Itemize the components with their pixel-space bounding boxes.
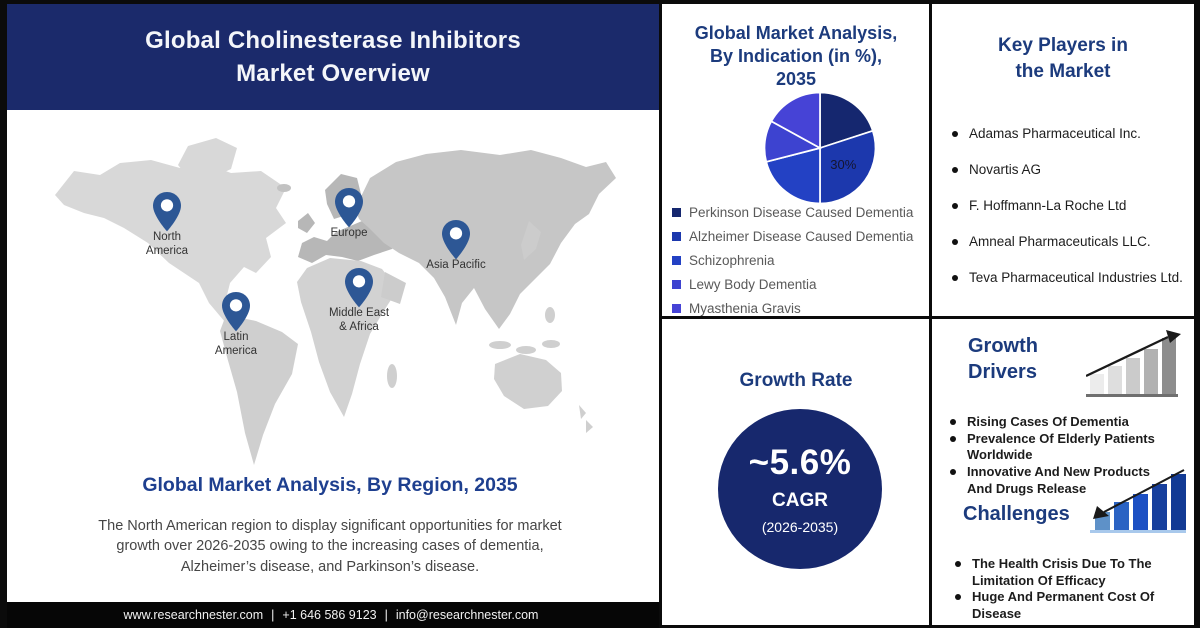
map-label-latin-america: Latin America	[214, 331, 258, 357]
map-label-asia-pacific: Asia Pacific	[426, 259, 486, 271]
cagr-metric: CAGR	[772, 490, 828, 511]
map-pin-asia-pacific	[426, 218, 486, 273]
footer-phone: +1 646 586 9123	[282, 608, 377, 622]
map-pin-middle-east-africa	[328, 266, 390, 334]
legend-swatch-icon	[672, 280, 681, 289]
growth-bars-icon	[1086, 330, 1182, 400]
key-player-item: Teva Pharmaceutical Industries Ltd.	[952, 270, 1187, 287]
location-pin-icon	[343, 266, 375, 310]
location-pin-icon	[333, 186, 365, 230]
legend-swatch-icon	[672, 208, 681, 217]
main-title-banner	[7, 4, 659, 110]
footer-separator: |	[384, 608, 388, 622]
growth-drivers-title: Growth Drivers	[968, 335, 1038, 384]
bullet-icon	[950, 436, 956, 442]
map-label-middle-east-africa: Middle East & Africa	[328, 307, 390, 333]
legend-swatch-icon	[672, 304, 681, 313]
cagr-period: (2026-2035)	[761, 519, 839, 535]
driver-item: Innovative And New Products And Drugs Release	[950, 464, 1172, 497]
footer-email: info@researchnester.com	[395, 608, 539, 622]
bullet-icon	[955, 594, 961, 600]
map-pin-latin-america	[214, 290, 258, 358]
main-title-line2: Market Overview	[236, 60, 430, 87]
bullet-icon	[952, 167, 958, 173]
key-player-item: Adamas Pharmaceutical Inc.	[952, 126, 1187, 143]
driver-item: Prevalence Of Elderly Patients Worldwide	[950, 431, 1172, 464]
map-label-north-america: North America	[145, 231, 189, 257]
legend-item: Myasthenia Gravis	[672, 296, 928, 320]
cagr-value: ~5.6%	[748, 443, 852, 482]
legend-item: Perkinson Disease Caused Dementia	[672, 200, 928, 224]
pie-data-label: 30%	[830, 157, 857, 172]
bullet-icon	[950, 469, 956, 475]
main-title-line1: Global Cholinesterase Inhibitors	[145, 26, 521, 54]
key-players-list	[952, 126, 1187, 305]
column-divider-2	[929, 0, 932, 628]
footer-website: www.researchnester.com	[123, 608, 264, 622]
region-analysis-paragraph: The North American region to display significant opportunities for market growth over 2026-2035 owing to the increasing cases of dementia, Alzheimer’s disease, and Parkinson’s disease.	[98, 518, 562, 575]
legend-swatch-icon	[672, 256, 681, 265]
right-border	[1194, 0, 1200, 628]
key-player-item: Amneal Pharmaceuticals LLC.	[952, 234, 1187, 251]
top-border	[0, 0, 1200, 4]
map-pin-north-america	[145, 190, 189, 258]
key-player-item: Novartis AG	[952, 162, 1187, 179]
footer-separator: |	[271, 608, 275, 622]
row-divider	[659, 316, 1200, 319]
left-border	[0, 0, 7, 628]
legend-swatch-icon	[672, 232, 681, 241]
challenges-bars-icon	[1088, 468, 1188, 536]
pie-legend	[672, 200, 928, 320]
bullet-icon	[950, 419, 956, 425]
challenges-list	[955, 556, 1177, 623]
legend-item: Schizophrenia	[672, 248, 928, 272]
bullet-icon	[952, 239, 958, 245]
key-players-title: Key Players in the Market	[998, 35, 1128, 82]
growth-rate-title: Growth Rate	[739, 370, 853, 391]
bullet-icon	[952, 131, 958, 137]
challenge-item: The Health Crisis Due To The Limitation Of Efficacy	[955, 556, 1177, 589]
bullet-icon	[955, 561, 961, 567]
legend-item: Lewy Body Dementia	[672, 272, 928, 296]
indication-panel-title: Global Market Analysis, By Indication (in %), 2035	[694, 23, 898, 90]
location-pin-icon	[440, 218, 472, 262]
bullet-icon	[952, 203, 958, 209]
location-pin-icon	[151, 190, 183, 234]
map-pin-europe	[330, 186, 368, 241]
cagr-badge	[718, 409, 882, 569]
driver-item: Rising Cases Of Dementia	[950, 414, 1172, 431]
map-label-europe: Europe	[330, 227, 368, 239]
legend-item: Alzheimer Disease Caused Dementia	[672, 224, 928, 248]
challenges-title: Challenges	[963, 503, 1070, 525]
key-player-item: F. Hoffmann-La Roche Ltd	[952, 198, 1187, 215]
challenge-item: Huge And Permanent Cost Of Disease	[955, 589, 1177, 622]
location-pin-icon	[220, 290, 252, 334]
indication-pie-chart	[761, 89, 879, 207]
footer-bar	[0, 602, 662, 628]
bullet-icon	[952, 275, 958, 281]
region-analysis-heading: Global Market Analysis, By Region, 2035	[142, 474, 518, 496]
column-divider-1	[659, 0, 662, 628]
